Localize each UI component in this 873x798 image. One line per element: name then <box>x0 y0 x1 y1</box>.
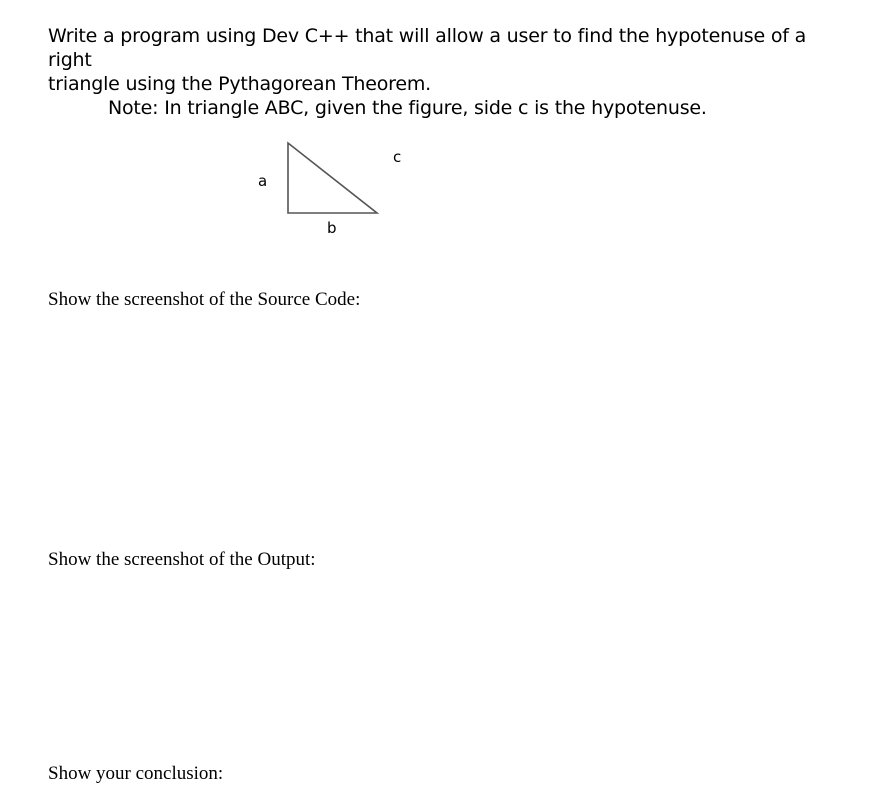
instructions-line-1: Write a program using Dev C++ that will allow a user to find the hypotenuse of a right <box>48 25 807 71</box>
instructions-line-2: triangle using the Pythagorean Theorem. <box>48 73 431 95</box>
side-a-label: a <box>258 172 268 190</box>
side-b-label: b <box>327 219 337 237</box>
triangle-figure <box>240 135 420 245</box>
source-code-heading: Show the screenshot of the Source Code: <box>48 289 361 310</box>
conclusion-heading: Show your conclusion: <box>48 763 224 784</box>
note-text: Note: In triangle ABC, given the figure, side c is the hypotenuse. <box>108 97 707 119</box>
instructions-paragraph <box>48 24 848 96</box>
side-c-label: c <box>393 148 402 166</box>
output-heading: Show the screenshot of the Output: <box>48 549 316 570</box>
